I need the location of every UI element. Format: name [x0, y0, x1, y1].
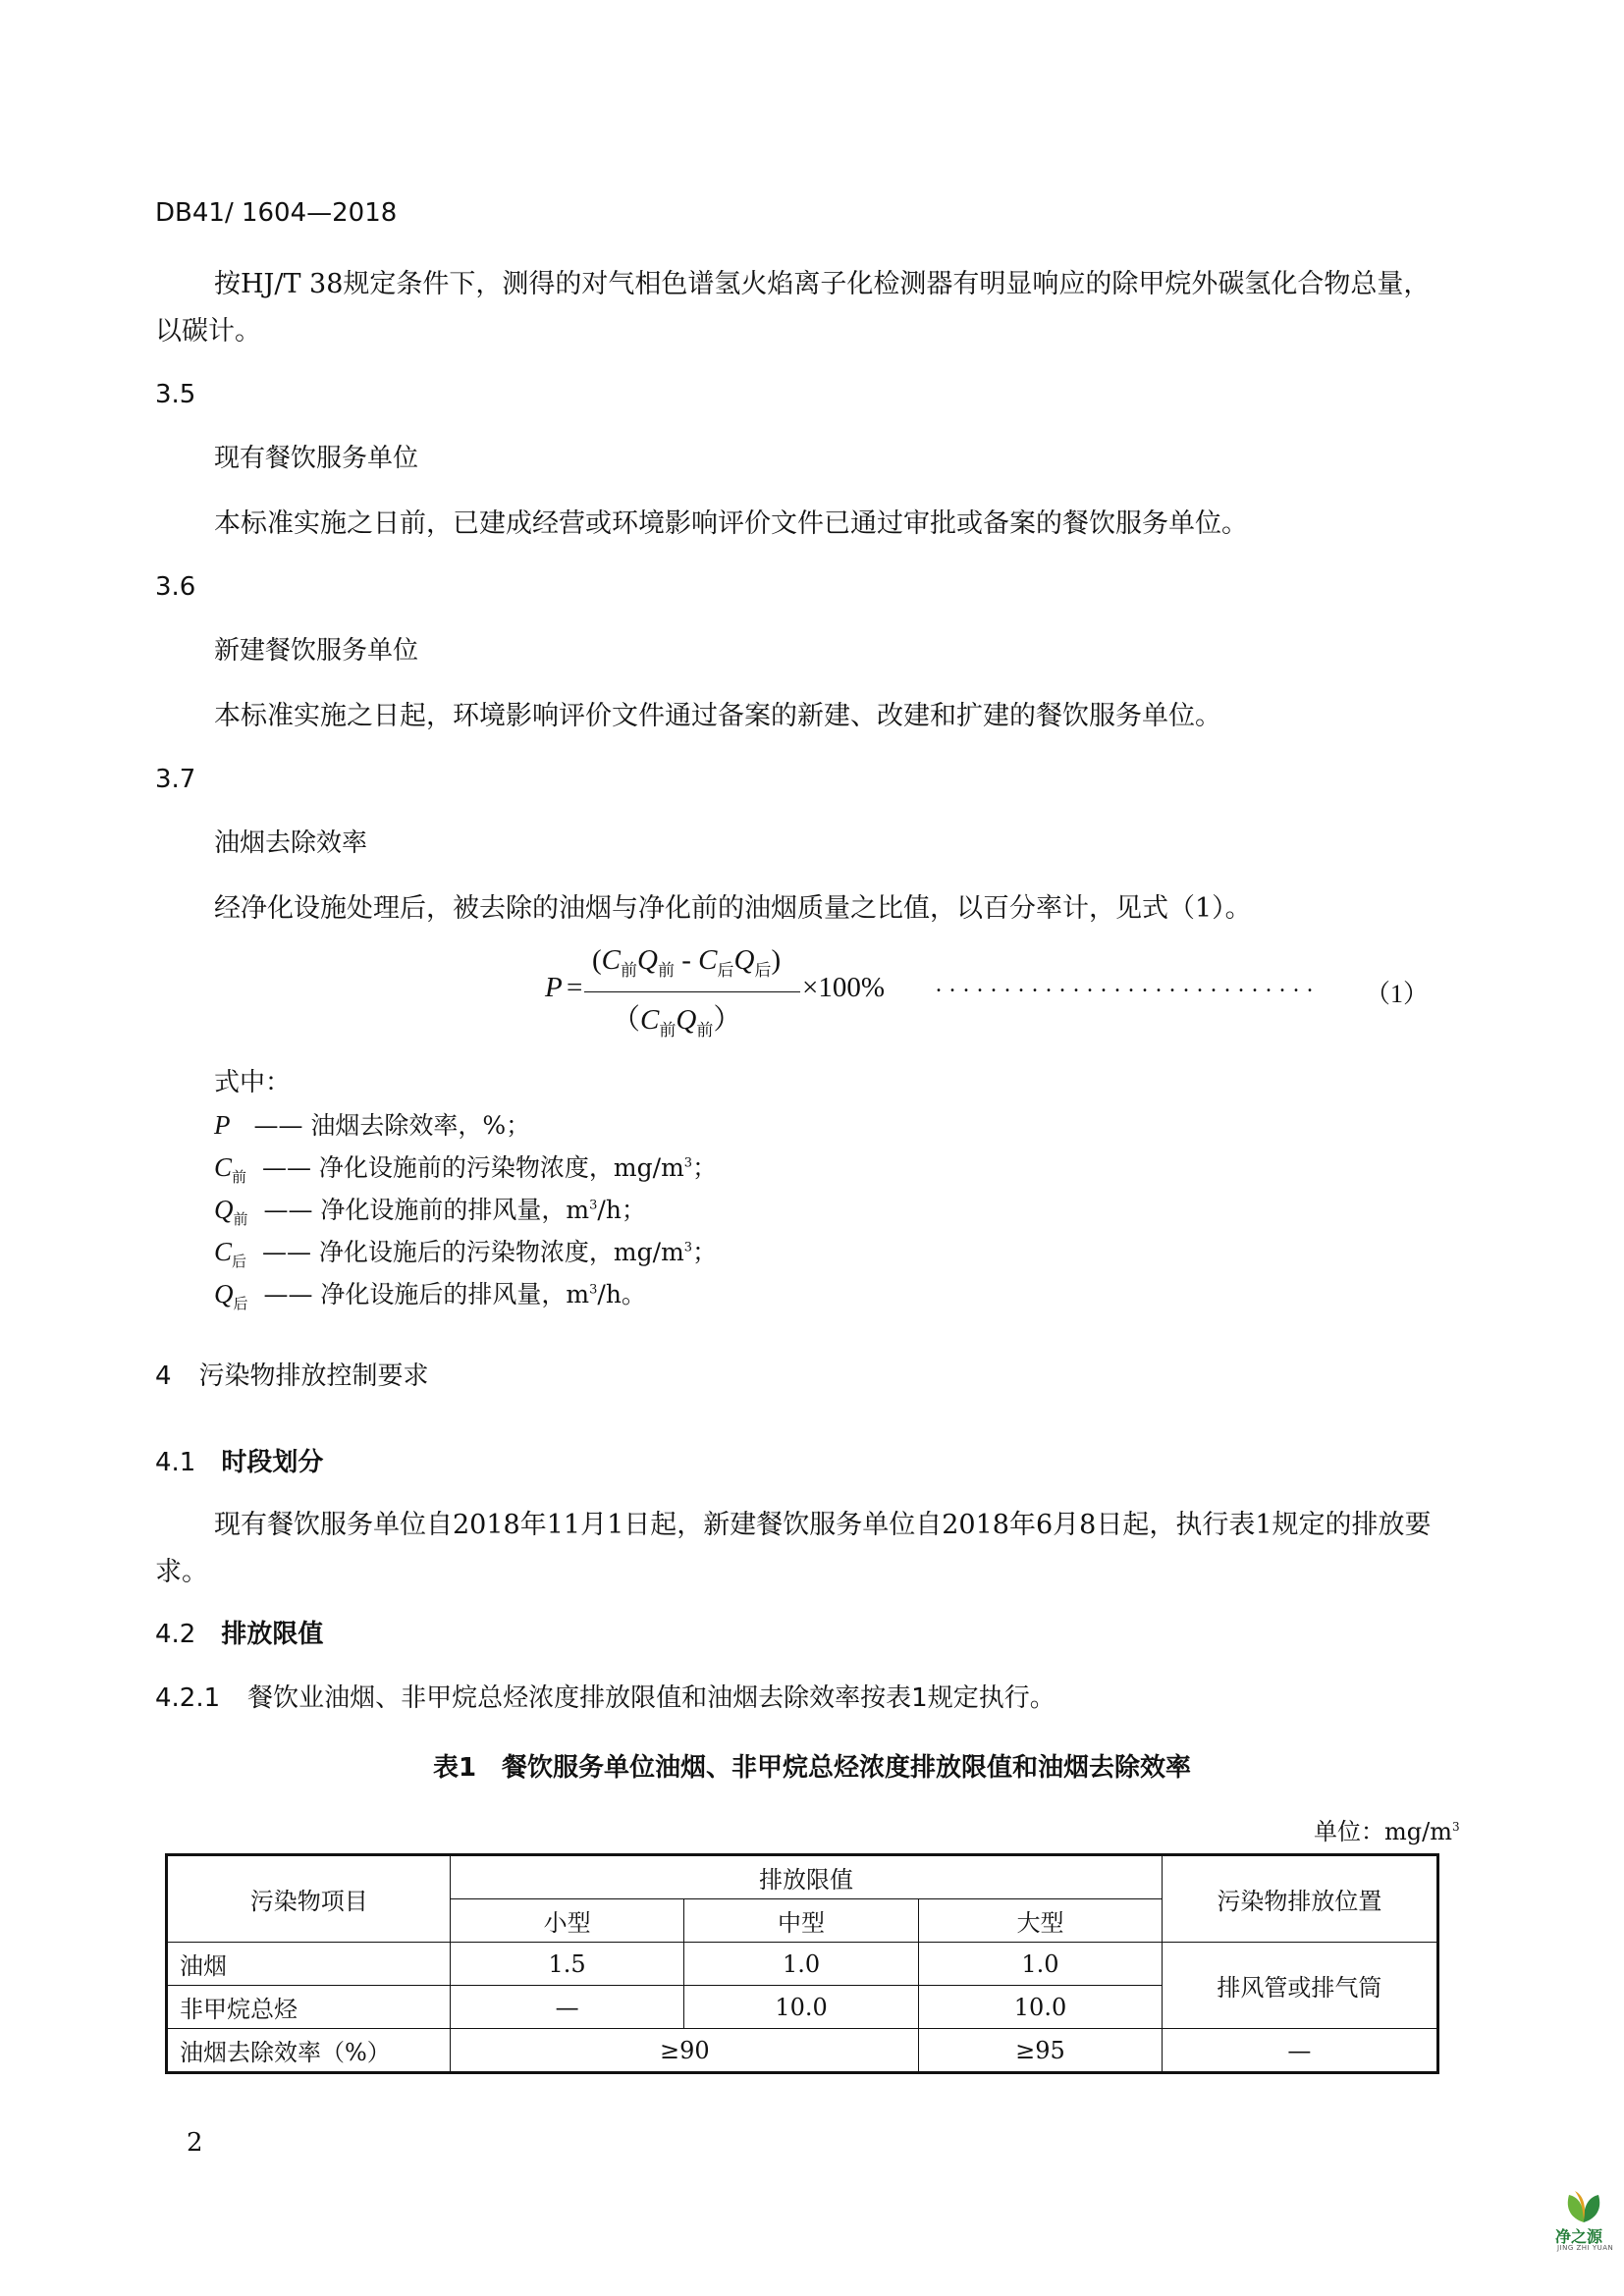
section-3-5-definition: 本标准实施之日前，已建成经营或环境影响评价文件已通过审批或备案的餐饮服务单位。: [214, 508, 1248, 539]
emission-limits-table: [165, 1853, 1439, 2074]
table-row: [167, 1943, 1438, 1986]
table-unit: 单位：$mg/m^3$: [1314, 1818, 1460, 1845]
formula-leader-dots: . . . . . . . . . . . . . . . . . . . . . . . . . . . .: [936, 972, 1314, 997]
section-4-1-paragraph: 现有餐饮服务单位自2018年11月1日起，新建餐饮服务单位自2018年6月8日起，执行表1规定的排放要求。: [155, 1510, 1432, 1587]
section-4-2-1-paragraph: 4.2.1 餐饮业油烟、非甲烷总烃浓度排放限值和油烟去除效率按表1规定执行。: [155, 1683, 1056, 1713]
cell-large: 10.0: [919, 1986, 1162, 2029]
logo-pinyin: JING ZHI YUAN: [1557, 2244, 1614, 2252]
header-pollutant-item: 污染物项目: [167, 1855, 451, 1943]
header-large: 大型: [919, 1899, 1162, 1943]
fraction-bar: [584, 991, 800, 992]
section-4-heading: 4 污染物排放控制要求: [155, 1362, 429, 1391]
table-caption: 表1 餐饮服务单位油烟、非甲烷总烃浓度排放限值和油烟去除效率: [432, 1753, 1192, 1783]
section-3-7-definition: 经净化设施处理后，被去除的油烟与净化前的油烟质量之比值，以百分率计，见式（1）。: [214, 893, 1252, 924]
section-3-7-number: 3.7: [155, 765, 196, 794]
formula-number: （1）: [1365, 980, 1430, 1008]
formula-1: P = $(C_前Q_前 - C_后Q_后)$ $(C_前Q_前)$ ×100% . . . . . . . . . . . . . . . . . . . . . . . . . . . . （1）: [545, 944, 1430, 1040]
doc-id: DB41/ 1604—2018: [155, 198, 398, 228]
row-name: 油烟: [167, 1943, 451, 1986]
section-3-6-term: 新建餐饮服务单位: [214, 636, 419, 666]
section-3-6-definition: 本标准实施之日起，环境影响评价文件通过备案的新建、改建和扩建的餐饮服务单位。: [214, 701, 1221, 731]
section-3-5-number: 3.5: [155, 380, 196, 409]
cell-medium: 1.0: [683, 1943, 918, 1986]
cell-small: 1.5: [451, 1943, 683, 1986]
page-number: 2: [187, 2128, 203, 2158]
header-emission-position: 污染物排放位置: [1162, 1855, 1437, 1943]
cell-large: ≥95: [919, 2029, 1162, 2073]
cell-medium: 10.0: [683, 1986, 918, 2029]
section-4-1-heading: 4.1 时段划分: [155, 1448, 324, 1477]
where-item-q-after: $Q_后$ —— 净化设施后的排风量，$m^3/h$。: [214, 1279, 646, 1312]
formula-numerator: $(C_前Q_前 - C_后Q_后)$: [592, 944, 782, 980]
where-item-p: P —— 油烟去除效率，%；: [214, 1110, 531, 1140]
section-3-6-number: 3.6: [155, 572, 196, 602]
logo-name: 净之源: [1555, 2227, 1603, 2246]
row-name: 油烟去除效率（%）: [167, 2029, 451, 2073]
leaf-logo-icon: [1561, 2185, 1606, 2224]
section-3-7-term: 油烟去除效率: [214, 828, 368, 858]
where-item-c-before: $C_前$ —— 净化设施前的污染物浓度，$mg/m^3$；: [214, 1152, 718, 1186]
cell-small-medium: ≥90: [451, 2029, 919, 2073]
brand-logo: [1555, 2185, 1614, 2252]
cell-position-shared: 排风管或排气筒: [1162, 1943, 1437, 2029]
table-header-row-1: [167, 1855, 1438, 1899]
table-row: [167, 2029, 1438, 2073]
intro-paragraph: 按HJ/T 38规定条件下，测得的对气相色谱氢火焰离子化检测器有明显响应的除甲烷外碳氢化合物总量，以碳计。: [155, 269, 1431, 347]
header-emission-limit: 排放限值: [451, 1855, 1162, 1899]
cell-large: 1.0: [919, 1943, 1162, 1986]
cell-position: —: [1162, 2029, 1437, 2073]
section-4-2-heading: 4.2 排放限值: [155, 1620, 324, 1649]
where-title: 式中：: [214, 1068, 292, 1097]
header-medium: 中型: [683, 1899, 918, 1943]
header-small: 小型: [451, 1899, 683, 1943]
where-item-q-before: $Q_前$ —— 净化设施前的排风量，$m^3/h$；: [214, 1195, 646, 1228]
formula-denominator: $(C_前Q_前)$: [612, 1004, 742, 1040]
row-name: 非甲烷总烃: [167, 1986, 451, 2029]
where-item-c-after: $C_后$ —— 净化设施后的污染物浓度，$mg/m^3$；: [214, 1237, 718, 1270]
section-3-5-term: 现有餐饮服务单位: [214, 444, 419, 473]
cell-small: —: [451, 1986, 683, 2029]
